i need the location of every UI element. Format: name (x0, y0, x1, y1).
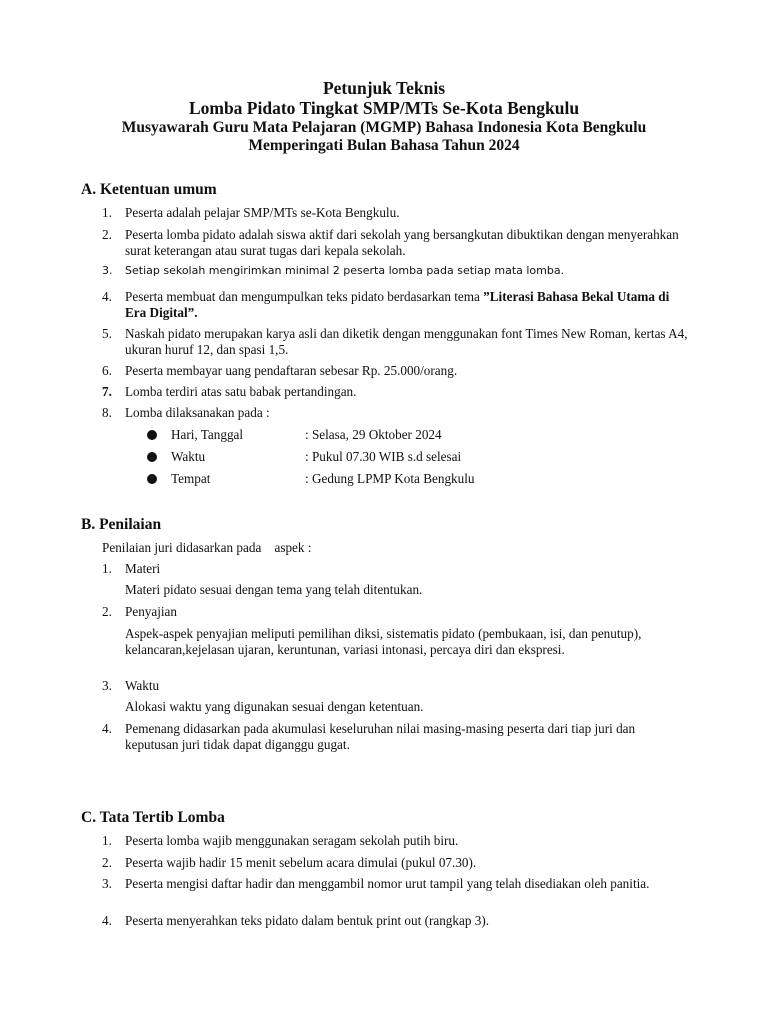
item-text: Naskah pidato merupakan karya asli dan diketik dengan menggunakan font Times New Roman, kertas A4, ukuran huruf 12, dan spasi 1,5. (125, 326, 688, 357)
item-title: Pemenang didasarkan pada akumulasi keseluruhan nilai masing-masing peserta dari tiap juri dan keputusan juri tidak dapat diganggu gugat. (125, 721, 636, 752)
item-number: 7. (102, 384, 112, 399)
schedule-value: : Gedung LPMP Kota Bengkulu (305, 471, 475, 486)
item-description: Aspek-aspek penyajian meliputi pemilihan diksi, sistematis pidato (pembukaan, isi, dan penutup), kelancaran,kejelasan ujaran, keruntunan, variasi intonasi, percaya diri dan ekspresi. (125, 626, 642, 657)
item-text: Lomba terdiri atas satu babak pertandingan. (125, 384, 357, 399)
item-text: Peserta wajib hadir 15 menit sebelum acara dimulai (pukul 07.30). (125, 855, 477, 870)
item-title: Penyajian (125, 604, 178, 619)
item-text: Peserta mengisi daftar hadir dan menggambil nomor urut tampil yang telah disediakan oleh panitia. (125, 876, 650, 891)
item-text: Peserta adalah pelajar SMP/MTs se-Kota Bengkulu. (125, 205, 400, 220)
section-b-intro: Penilaian juri didasarkan pada aspek : (102, 540, 312, 555)
item-number: 8. (102, 405, 112, 420)
item-text: Setiap sekolah mengirimkan minimal 2 peserta lomba pada setiap mata lomba. (125, 264, 565, 277)
schedule-value: : Selasa, 29 Oktober 2024 (305, 427, 442, 442)
item-text: Peserta membayar uang pendaftaran sebesar Rp. 25.000/orang. (125, 363, 458, 378)
item-number: 2. (102, 855, 112, 870)
item-number: 2. (102, 604, 112, 619)
item-number: 3. (102, 876, 112, 891)
doc-occasion: Memperingati Bulan Bahasa Tahun 2024 (248, 137, 520, 154)
item-title: Materi (125, 561, 161, 576)
doc-subtitle: Lomba Pidato Tingkat SMP/MTs Se-Kota Bengkulu (188, 98, 580, 118)
item-number: 1. (102, 205, 112, 220)
bullet-icon (147, 430, 157, 440)
item-number: 3. (102, 678, 112, 693)
schedule-value: : Pukul 07.30 WIB s.d selesai (305, 449, 462, 464)
schedule-label: Waktu (171, 449, 206, 464)
item-number: 4. (102, 913, 112, 928)
section-c-heading: C. Tata Tertib Lomba (81, 809, 225, 826)
item-number: 1. (102, 561, 112, 576)
doc-organizer: Musyawarah Guru Mata Pelajaran (MGMP) Bahasa Indonesia Kota Bengkulu (121, 119, 647, 136)
bullet-icon (147, 452, 157, 462)
theme-text: ”Literasi Bahasa Bekal Utama di Era Digital”. (125, 289, 670, 320)
doc-title: Petunjuk Teknis (322, 78, 446, 98)
item-description: Alokasi waktu yang digunakan sesuai dengan ketentuan. (125, 699, 424, 714)
schedule-label: Tempat (171, 471, 211, 486)
item-number: 4. (102, 289, 112, 304)
item-description: Materi pidato sesuai dengan tema yang telah ditentukan. (125, 582, 423, 597)
schedule-label: Hari, Tanggal (171, 427, 244, 442)
item-number: 3. (102, 264, 113, 277)
item-text: Peserta menyerahkan teks pidato dalam bentuk print out (rangkap 3). (125, 913, 490, 928)
item-text: Peserta lomba pidato adalah siswa aktif dari sekolah yang bersangkutan dibuktikan dengan menyerahkan surat keterangan atau surat tugas dari kepala sekolah. (125, 227, 679, 258)
section-b-heading: B. Penilaian (81, 516, 162, 533)
item-text: Peserta lomba wajib menggunakan seragam sekolah putih biru. (125, 833, 459, 848)
item-number: 6. (102, 363, 112, 378)
item-number: 2. (102, 227, 112, 242)
item-text: Lomba dilaksanakan pada : (125, 405, 270, 420)
bullet-icon (147, 474, 157, 484)
item-number: 4. (102, 721, 112, 736)
item-text (125, 289, 690, 321)
item-text-plain: Peserta membuat dan mengumpulkan teks pidato berdasarkan tema (125, 289, 484, 304)
section-a-heading: A. Ketentuan umum (81, 181, 217, 198)
item-number: 1. (102, 833, 112, 848)
item-number: 5. (102, 326, 112, 341)
item-title: Waktu (125, 678, 160, 693)
